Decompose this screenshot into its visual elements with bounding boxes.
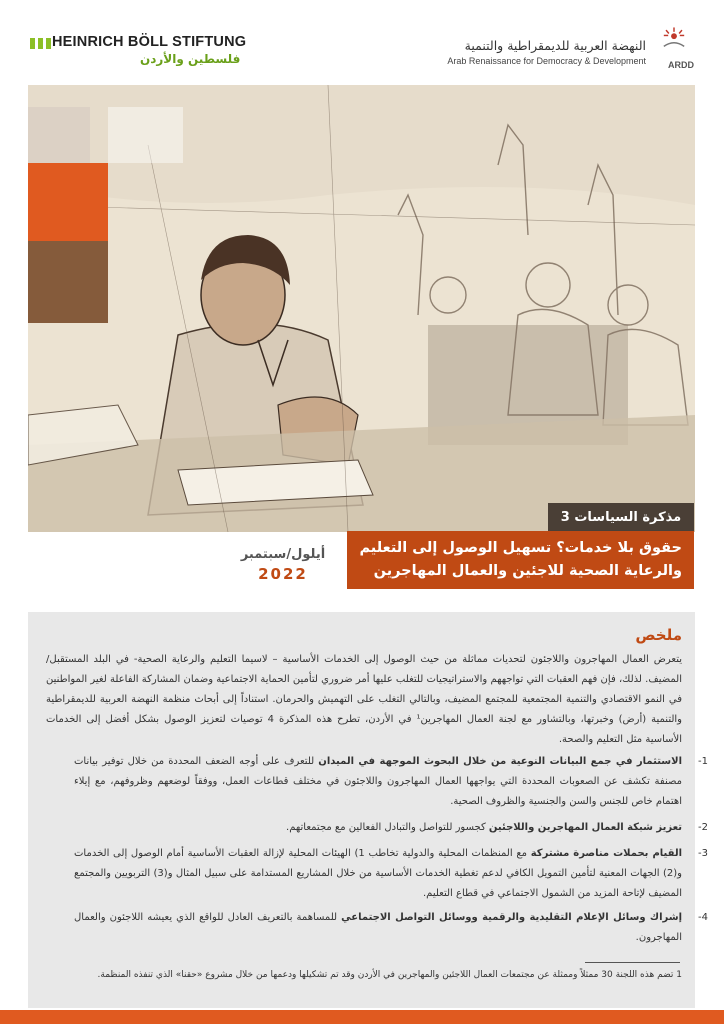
item-text: للتعرف على أوجه الضعف المحددة من خلال توفير بيانات مصنفة تكشف عن الصعوبات المحددة التي يواجهها العمال المهاجرون واللاجئون في مختلف قطاعات العمل، ووفقاً لوضعهم وظروفهم، مع إيلاء اهتمام خاص للجنس والسن والجنسية والظروف الصحية. (74, 756, 682, 807)
hbs-logo-mark (30, 38, 51, 49)
ardd-name-english: Arab Renaissance for Democracy & Development (447, 56, 646, 66)
title-line-2: والرعاية الصحية للاجئين والعمال المهاجرين (373, 563, 682, 579)
date-year: 2022 (258, 565, 308, 583)
title-line-1: حقوق بلا خدمات؟ تسهيل الوصول إلى التعليم (359, 540, 682, 556)
ardd-logo-icon (654, 26, 694, 58)
item-bold: الاستثمار في جمع البيانات النوعية من خلال البحوث الموجهة في الميدان (318, 756, 682, 767)
hbs-logo-subtitle: فلسطين والأردن (140, 52, 241, 66)
item-bold: تعزيز شبكة العمال المهاجرين واللاجئين (488, 822, 682, 833)
recommendation-item (74, 844, 708, 904)
item-bold: القيام بحملات مناصرة مشتركة (530, 848, 682, 859)
ardd-name-arabic: النهضة العربية للديمقراطية والتنمية (464, 38, 646, 53)
item-number: 2- (698, 822, 708, 833)
ardd-logo-text: ARDD (668, 60, 694, 70)
footnote-divider (585, 962, 680, 963)
recommendation-item (74, 908, 708, 948)
footnote: 1 تضم هذه اللجنة 30 ممثلاً وممثلة عن مجتمعات العمال اللاجئين والمهاجرين في الأردن وقد تم تشكيلها ودعمها من خلال مشروع «حقنا» الذي تنفذه المنظمة. (97, 970, 682, 980)
item-number: 3- (698, 848, 708, 859)
bottom-bar (0, 1010, 724, 1024)
recommendation-item (74, 818, 708, 838)
decor-square-white (108, 107, 183, 163)
item-text: كجسور للتواصل والتبادل الفعالين مع مجتمعاتهم. (286, 822, 489, 833)
summary-paragraph: يتعرض العمال المهاجرون واللاجئون لتحديات مماثلة من حيث الوصول إلى الخدمات الأساسية – لاسيما التعليم والرعاية الصحية- في البلد المستقبل/ المضيف. لذلك، فإن فهم العقبات التي تواجههم والاستراتيجيات للتغلب عليها أمر ضروري لتأمين الحماية الاجتماعية وضمان المشاركة الفاعلة لغير المواطنين في النمو الاقتصادي والتنمية المجتمعية للمجتمع المضيف، وبالتالي التغلب على التهميش والحرمان. استناداً إلى أبحاث منظمة النهضة العربية للديمقراطية والتنمية (أرض) وخبرتها، وبالتشاور مع لجنة العمال المهاجرين¹ في الأردن، تطرح هذه المذكرة 4 توصيات لتعزيز الوصول بشكل أفضل إلى الخدمات الأساسية مثل التعليم والصحة. (46, 654, 682, 745)
series-label: مذكرة السياسات 3 (548, 503, 694, 531)
item-text: للمساهمة بالتعريف العادل للواقع الذي يعيشه اللاجئون والعمال المهاجرون. (74, 912, 682, 943)
decor-square-grey (28, 107, 90, 163)
hbs-logo-name: HEINRICH BÖLL STIFTUNG (52, 34, 247, 50)
decor-square-orange (28, 163, 108, 241)
date-month: أيلول/سبتمبر (240, 547, 326, 562)
summary-title: ملخص (635, 626, 682, 644)
item-number: 1- (698, 756, 708, 767)
decor-square-brown (28, 241, 108, 323)
item-bold: إشراك وسائل الإعلام التقليدية والرقمية ووسائل التواصل الاجتماعي (341, 912, 683, 923)
recommendation-item (74, 752, 708, 812)
item-number: 4- (698, 912, 708, 923)
document-title (347, 531, 694, 589)
item-text: مع المنظمات المحلية والدولية تخاطب 1) الهيئات المحلية لإزالة العقبات الأساسية أمام الوصول إلى الخدمات و(2) الجهات المعنية لتأمين التمويل الكافي لدعم تغطية الخدمات الأساسية من خلال المشاريع المستدامة على سبيل المثال و(3) التربويين والمجتمع المضيف لإتاحة المزيد من الشمول الاجتماعي في قطاع التعليم. (74, 848, 682, 899)
